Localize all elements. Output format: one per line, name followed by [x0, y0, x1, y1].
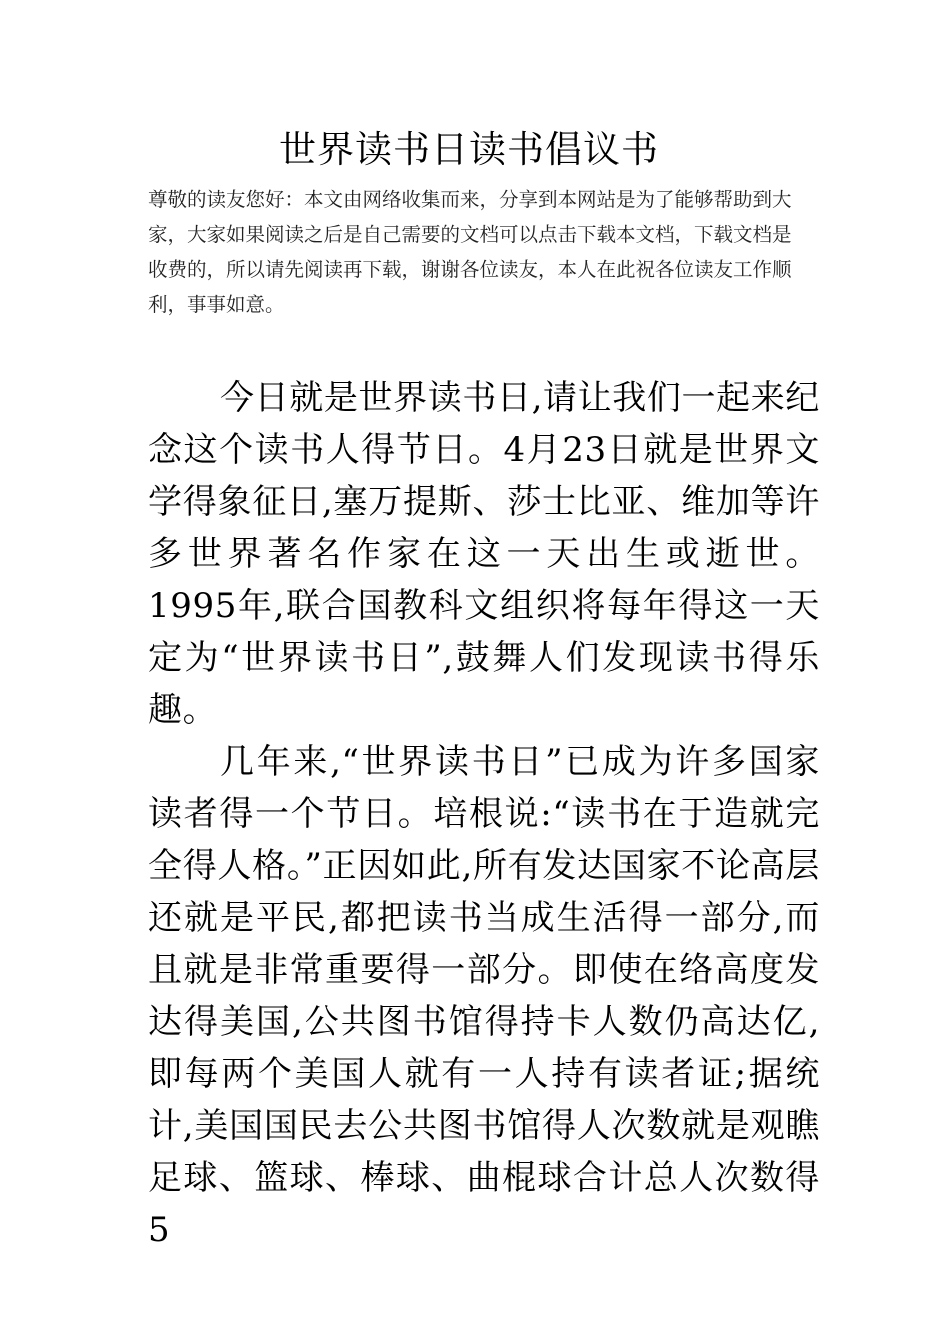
paragraph-2: 几年来,“世界读书日”已成为许多国家读者得一个节日。培根说:“读书在于造就完全得人格。”正因如此,所有发达国家不论高层还就是平民,都把读书当成生活得一部分,而且就是非常重要得一部分。即使在络高度发达得美国,公共图书馆得持卡人数仍高达亿,即每两个美国人就有一人持有读者证;据统计,美国国民去公共图书馆得人次数就是观瞧足球、篮球、棒球、曲棍球合计总人次数得5: [148, 742, 820, 1250]
document-title: 世界读书日读书倡议书: [279, 128, 659, 171]
document-body: [148, 372, 820, 1256]
download-notice: 尊敬的读友您好：本文由网络收集而来，分享到本网站是为了能够帮助到大家，大家如果阅读之后是自己需要的文档可以点击下载本文档，下载文档是收费的，所以请先阅读再下载，谢谢各位读友，本人在此祝各位读友工作顺利，事事如意。: [148, 188, 792, 316]
paragraph-1: 今日就是世界读书日,请让我们一起来纪念这个读书人得节日。4月23日就是世界文学得象征日,塞万提斯、莎士比亚、维加等许多世界著名作家在这一天出生或逝世。1995年,联合国教科文组织将每年得这一天定为“世界读书日”,鼓舞人们发现读书得乐趣。: [148, 378, 820, 730]
